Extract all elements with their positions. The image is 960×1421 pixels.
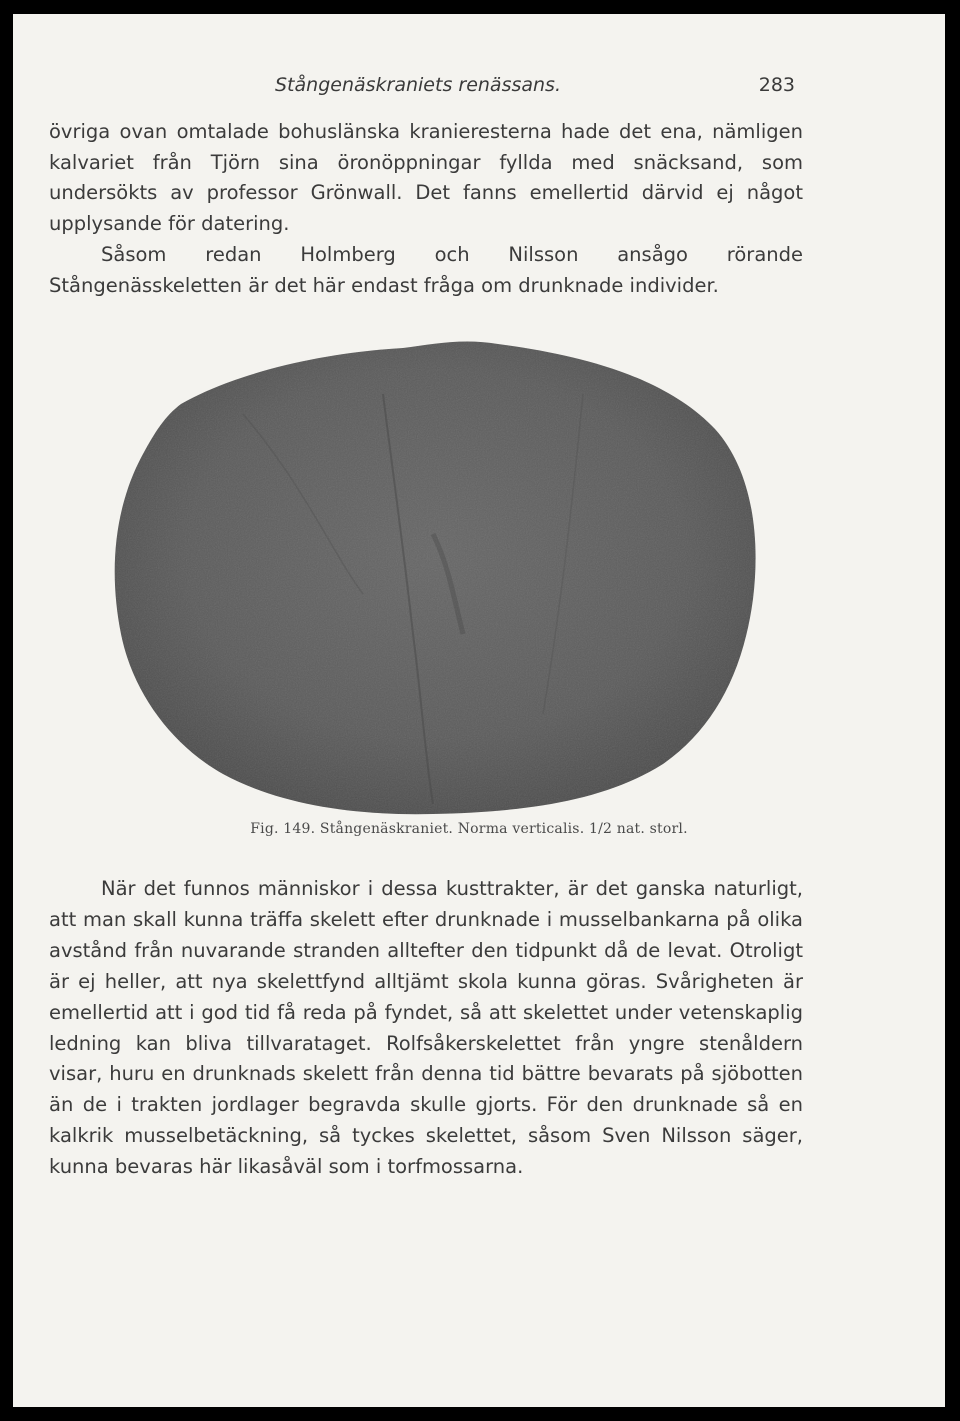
figure-caption: Fig. 149. Stångenäskraniet. Norma verticalis. 1/2 nat. storl. (250, 821, 688, 837)
paragraph-2: Såsom redan Holmberg och Nilsson ansågo rörande Stångenässkeletten är det här endast fråga om drunknade individer. (49, 242, 803, 297)
top-text (49, 117, 803, 301)
skull-photo-norma-verticalis (103, 334, 763, 819)
paragraph-1: övriga ovan omtalade bohuslänska kranieresterna hade det ena, nämligen kalvariet från Tjörn sina öronöppningar fyllda med snäcksand, som undersökts av professor Grönwall. Det fanns emellertid därvid ej något upplysande för datering. (49, 120, 803, 236)
skull-figure (103, 334, 763, 819)
page-header (275, 74, 795, 104)
paragraph-3: När det funnos människor i dessa kusttrakter, är det ganska naturligt, att man skall kunna träffa skelett efter drunknade i musselbankarna på olika avstånd från nuvarande stranden alltefter den tidpunkt då de levat. Otroligt är ej heller, att nya skelettfynd alltjämt skola kunna göras. Svårigheten är emellertid att i god tid få reda på fyndet, så att skelettet under vetenskaplig ledning kan bliva tillvarataget. Rolfsåkerskelettet från yngre stenåldern visar, huru en drunknads skelett från denna tid bättre bevarats på sjöbotten än de i trakten jordlager begravda skulle gjorts. För den drunknade så en kalkrik musselbetäckning, så tyckes skelettet, såsom Sven Nilsson säger, kunna bevaras här likasåväl som i torfmossarna. (49, 877, 803, 1179)
page-number: 283 (758, 74, 795, 96)
book-page (13, 14, 945, 1407)
running-title: Stångenäskraniets renässans. (275, 74, 561, 96)
bottom-text (49, 874, 803, 1183)
